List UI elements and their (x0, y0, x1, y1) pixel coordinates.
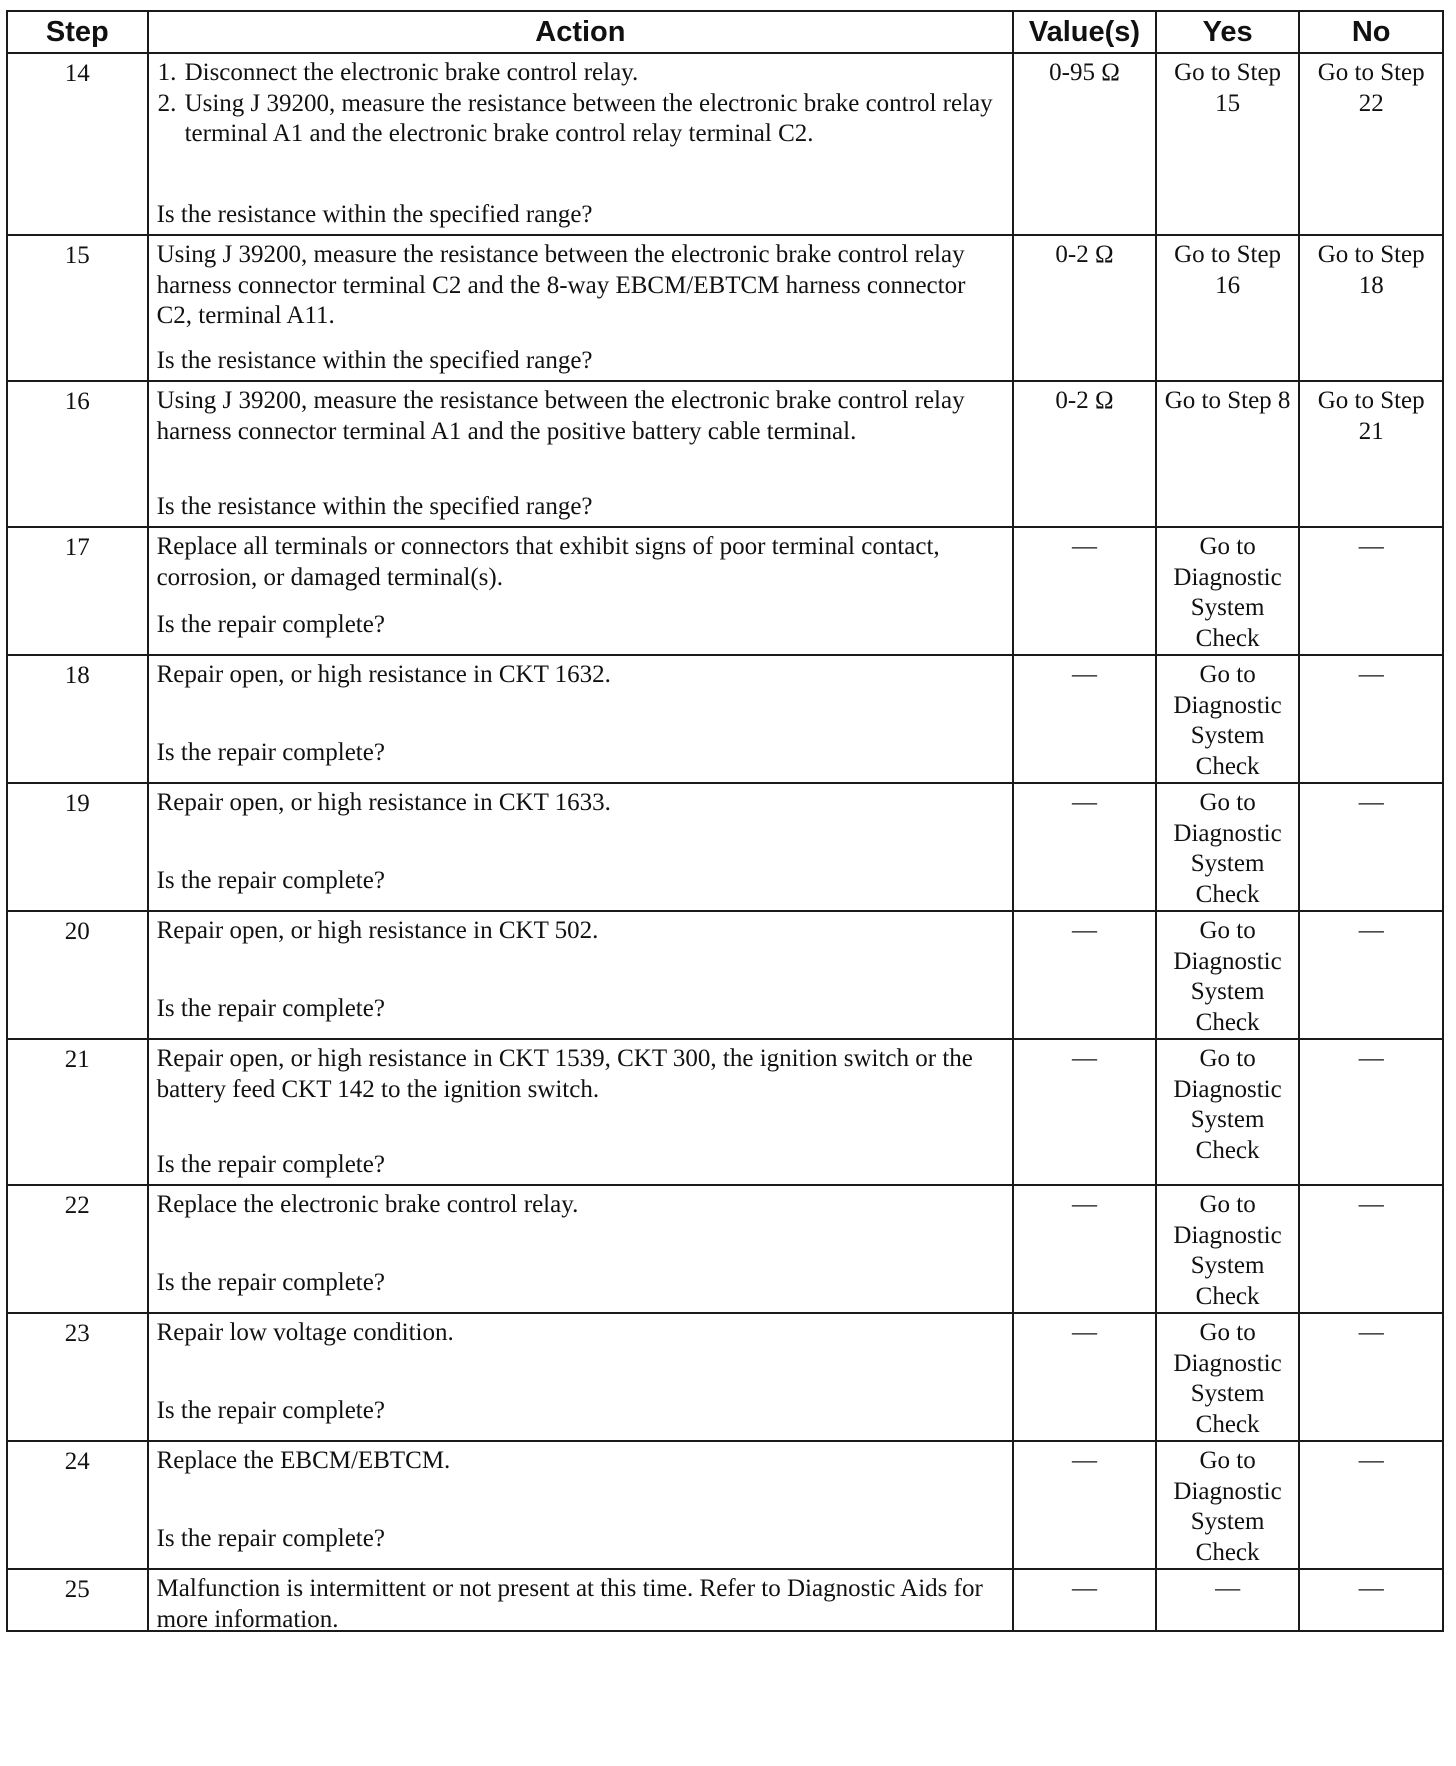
action-cell (148, 1569, 1014, 1631)
no-cell-text: — (1358, 1319, 1384, 1346)
step-number: 16 (7, 381, 148, 527)
table-row (7, 911, 1443, 1039)
value-cell-text: — (1071, 533, 1097, 560)
header-yes: Yes (1156, 11, 1300, 53)
header-values: Value(s) (1013, 11, 1156, 53)
action-cell (148, 53, 1014, 235)
action-question: Is the repair complete? (156, 1396, 385, 1424)
step-number: 23 (7, 1313, 148, 1441)
step-number: 18 (7, 655, 148, 783)
yes-cell (1156, 53, 1300, 235)
no-cell (1299, 1039, 1443, 1185)
table-row (7, 235, 1443, 381)
value-cell-text: — (1071, 1191, 1097, 1218)
value-cell (1013, 1185, 1156, 1313)
action-cell (148, 235, 1014, 381)
no-cell-text: Go to Step 22 (1317, 59, 1425, 117)
action-cell (148, 381, 1014, 527)
yes-cell (1156, 1441, 1300, 1569)
step-number: 14 (7, 53, 148, 235)
table-row (7, 53, 1443, 235)
no-cell (1299, 381, 1443, 527)
no-cell (1299, 527, 1443, 655)
table-row (7, 1039, 1443, 1185)
yes-cell-text: Go to Step 15 (1174, 59, 1282, 117)
table-row (7, 655, 1443, 783)
value-cell-text: 0-95 Ω (1049, 59, 1120, 86)
action-text: Malfunction is intermittent or not present at this time. Refer to Diagnostic Aids for more information. (156, 1575, 983, 1633)
no-cell (1299, 1313, 1443, 1441)
diagnostic-table (6, 10, 1444, 1632)
no-cell-text: — (1358, 661, 1384, 688)
table-row (7, 527, 1443, 655)
step-number: 21 (7, 1039, 148, 1185)
yes-cell (1156, 911, 1300, 1039)
action-text: Repair low voltage condition. (156, 1319, 454, 1346)
yes-cell-text: Go to Diagnostic System Check (1173, 1045, 1282, 1164)
action-question: Is the repair complete? (156, 866, 385, 894)
action-cell (148, 527, 1014, 655)
step-number: 22 (7, 1185, 148, 1313)
yes-cell-text: Go to Diagnostic System Check (1173, 1319, 1282, 1438)
no-cell-text: Go to Step 18 (1317, 241, 1425, 299)
value-cell (1013, 1039, 1156, 1185)
no-cell (1299, 783, 1443, 911)
no-cell-text: — (1358, 1191, 1384, 1218)
value-cell (1013, 527, 1156, 655)
no-cell (1299, 1185, 1443, 1313)
table-row (7, 381, 1443, 527)
value-cell-text: — (1071, 917, 1097, 944)
header-step: Step (7, 11, 148, 53)
substep-item: 1. Disconnect the electronic brake control relay. (183, 58, 1005, 89)
action-question: Is the repair complete? (156, 1268, 385, 1296)
value-cell (1013, 1313, 1156, 1441)
yes-cell-text: — (1215, 1575, 1241, 1602)
yes-cell (1156, 783, 1300, 911)
action-cell (148, 911, 1014, 1039)
step-number: 17 (7, 527, 148, 655)
action-question: Is the repair complete? (156, 610, 385, 638)
action-text: Replace all terminals or connectors that exhibit signs of poor terminal contact, corrosion, or damaged terminal(s). (156, 533, 940, 591)
step-number: 20 (7, 911, 148, 1039)
value-cell-text: — (1071, 1319, 1097, 1346)
no-cell-text: — (1358, 533, 1384, 560)
header-action: Action (148, 11, 1014, 53)
header-row (7, 11, 1443, 53)
value-cell (1013, 53, 1156, 235)
action-question: Is the resistance within the specified range? (156, 492, 593, 520)
value-cell (1013, 381, 1156, 527)
substep-list (157, 58, 1005, 150)
action-text: Repair open, or high resistance in CKT 1632. (156, 661, 611, 688)
yes-cell-text: Go to Step 8 (1164, 387, 1291, 414)
value-cell-text: — (1071, 1447, 1097, 1474)
action-question: Is the repair complete? (156, 994, 385, 1022)
action-cell (148, 1039, 1014, 1185)
table-row (7, 783, 1443, 911)
yes-cell-text: Go to Diagnostic System Check (1173, 1447, 1282, 1566)
value-cell-text: — (1071, 789, 1097, 816)
action-question: Is the repair complete? (156, 1150, 385, 1178)
value-cell-text: — (1071, 1575, 1097, 1602)
action-text: Repair open, or high resistance in CKT 1633. (156, 789, 611, 816)
action-question: Is the resistance within the specified range? (156, 200, 593, 228)
no-cell-text: — (1358, 1045, 1384, 1072)
no-cell-text: Go to Step 21 (1317, 387, 1425, 445)
action-question: Is the repair complete? (156, 738, 385, 766)
value-cell (1013, 1569, 1156, 1631)
table-row (7, 1185, 1443, 1313)
step-number: 15 (7, 235, 148, 381)
yes-cell-text: Go to Diagnostic System Check (1173, 1191, 1282, 1310)
value-cell (1013, 655, 1156, 783)
value-cell (1013, 783, 1156, 911)
yes-cell (1156, 1313, 1300, 1441)
step-number: 19 (7, 783, 148, 911)
yes-cell (1156, 1185, 1300, 1313)
value-cell-text: — (1071, 661, 1097, 688)
action-cell (148, 1313, 1014, 1441)
value-cell-text: — (1071, 1045, 1097, 1072)
action-text: Repair open, or high resistance in CKT 502. (156, 917, 599, 944)
yes-cell-text: Go to Diagnostic System Check (1173, 917, 1282, 1036)
no-cell-text: — (1358, 789, 1384, 816)
table-row (7, 1313, 1443, 1441)
value-cell (1013, 235, 1156, 381)
step-number: 25 (7, 1569, 148, 1631)
value-cell (1013, 911, 1156, 1039)
value-cell-text: 0-2 Ω (1055, 387, 1114, 414)
no-cell (1299, 53, 1443, 235)
action-text: Repair open, or high resistance in CKT 1539, CKT 300, the ignition switch or the battery feed CKT 142 to the ignition switch. (156, 1045, 973, 1103)
yes-cell (1156, 527, 1300, 655)
table-row (7, 1441, 1443, 1569)
value-cell-text: 0-2 Ω (1055, 241, 1114, 268)
no-cell (1299, 1569, 1443, 1631)
action-text: Using J 39200, measure the resistance between the electronic brake control relay harness connector terminal C2 and the 8-way EBCM/EBTCM harness connector C2, terminal A11. (156, 241, 966, 329)
action-question: Is the resistance within the specified range? (156, 346, 593, 374)
yes-cell-text: Go to Step 16 (1174, 241, 1282, 299)
no-cell-text: — (1358, 917, 1384, 944)
no-cell-text: — (1358, 1447, 1384, 1474)
yes-cell (1156, 655, 1300, 783)
value-cell (1013, 1441, 1156, 1569)
header-no: No (1299, 11, 1443, 53)
action-text: Replace the electronic brake control relay. (156, 1191, 579, 1218)
substep-item: 2. Using J 39200, measure the resistance between the electronic brake control relay terminal A1 and the electronic brake control relay terminal C2. (183, 89, 1005, 150)
yes-cell-text: Go to Diagnostic System Check (1173, 533, 1282, 652)
yes-cell (1156, 235, 1300, 381)
action-cell (148, 655, 1014, 783)
no-cell-text: — (1358, 1575, 1384, 1602)
yes-cell-text: Go to Diagnostic System Check (1173, 789, 1282, 908)
action-text: Using J 39200, measure the resistance between the electronic brake control relay harness connector terminal A1 and the positive battery cable terminal. (156, 387, 965, 445)
step-number: 24 (7, 1441, 148, 1569)
action-question: Is the repair complete? (156, 1524, 385, 1552)
action-cell (148, 1441, 1014, 1569)
action-cell (148, 1185, 1014, 1313)
yes-cell (1156, 1569, 1300, 1631)
no-cell (1299, 235, 1443, 381)
table-row (7, 1569, 1443, 1631)
yes-cell (1156, 381, 1300, 527)
yes-cell (1156, 1039, 1300, 1185)
no-cell (1299, 655, 1443, 783)
yes-cell-text: Go to Diagnostic System Check (1173, 661, 1282, 780)
no-cell (1299, 1441, 1443, 1569)
action-text: Replace the EBCM/EBTCM. (156, 1447, 451, 1474)
no-cell (1299, 911, 1443, 1039)
action-cell (148, 783, 1014, 911)
